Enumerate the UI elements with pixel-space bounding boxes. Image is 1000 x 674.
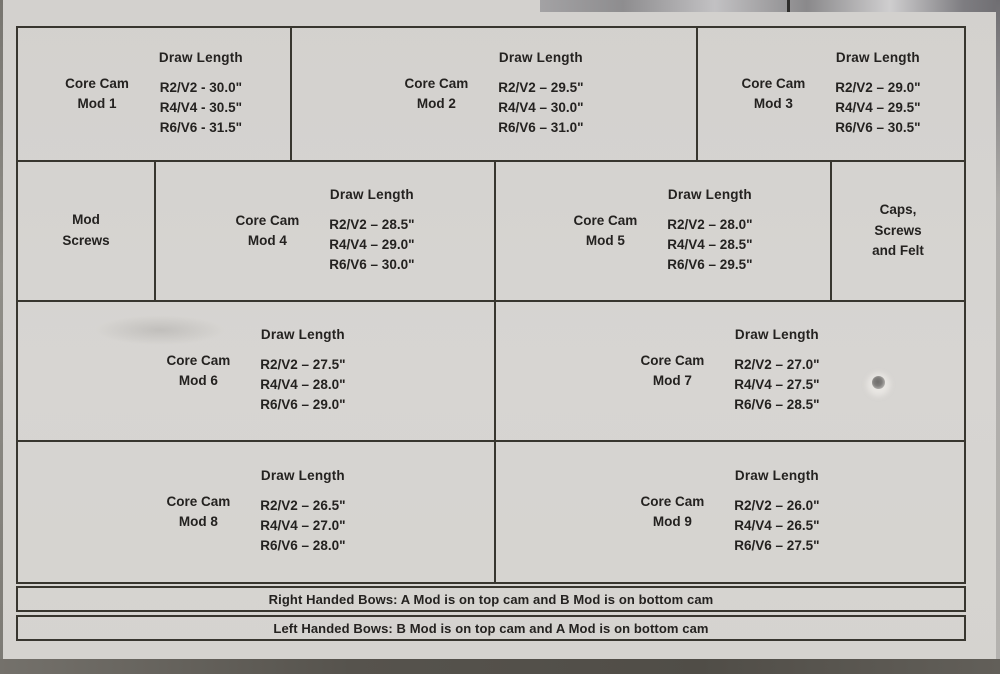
mod-4-title-line2: Mod 4	[247, 233, 287, 248]
draw-length-value: R2/V2 - 30.0"	[159, 79, 242, 95]
mod-5-title-line1: Core Cam	[573, 212, 638, 228]
mod-7-title	[641, 351, 705, 392]
caps-screws-felt-label	[872, 200, 924, 263]
hole-punch-mark	[872, 376, 885, 389]
draw-length-value: R4/V4 – 27.5"	[734, 376, 820, 392]
mod-8-title-line1: Core Cam	[166, 493, 231, 509]
mod-5-title	[574, 211, 638, 252]
cell-core-cam-mod-4	[156, 162, 496, 300]
mod-7-title-line1: Core Cam	[640, 352, 705, 368]
mod-2-title	[405, 74, 469, 115]
cell-core-cam-mod-2	[292, 28, 698, 160]
draw-length-value: R4/V4 – 29.5"	[835, 99, 921, 115]
cell-core-cam-mod-7	[496, 302, 964, 440]
draw-length-value: R6/V6 – 27.5"	[734, 538, 820, 554]
draw-length-value: R4/V4 – 29.0"	[329, 236, 415, 252]
draw-length-header: Draw Length	[734, 326, 819, 342]
mod-6-title	[167, 351, 231, 392]
draw-length-values	[498, 78, 583, 139]
draw-length-header: Draw Length	[158, 49, 243, 65]
caps-line3: and Felt	[872, 243, 924, 259]
draw-length-value: R6/V6 – 29.5"	[667, 257, 753, 273]
mod-1-title	[65, 74, 129, 115]
draw-length-value: R6/V6 – 28.5"	[734, 397, 820, 413]
caps-line1: Caps,	[879, 201, 917, 217]
draw-length-value: R4/V4 – 26.5"	[734, 517, 820, 533]
draw-length-values	[260, 355, 345, 416]
mod-4-title-line1: Core Cam	[235, 212, 300, 228]
draw-length-values	[734, 496, 819, 557]
table-row-1	[18, 28, 964, 162]
draw-length-value: R6/V6 - 31.5"	[159, 120, 242, 136]
draw-length-value: R6/V6 – 30.0"	[329, 257, 415, 273]
mod-5-draw-lengths	[667, 187, 752, 276]
draw-length-value: R4/V4 - 30.5"	[159, 99, 242, 115]
draw-length-value: R2/V2 – 28.5"	[329, 216, 415, 232]
mod-screws-label	[62, 210, 109, 252]
mod-9-title-line2: Mod 9	[652, 514, 692, 529]
mod-5-title-line2: Mod 5	[585, 233, 625, 248]
mod-8-draw-lengths	[260, 468, 345, 557]
draw-length-values	[835, 78, 920, 139]
draw-length-value: R2/V2 – 29.5"	[498, 79, 584, 95]
draw-length-header: Draw Length	[835, 49, 920, 65]
mod-6-title-line2: Mod 6	[178, 373, 218, 388]
caps-line2: Screws	[874, 222, 922, 238]
mod-9-title-line1: Core Cam	[640, 493, 705, 509]
mod-8-title-line2: Mod 8	[178, 514, 218, 529]
draw-length-values	[667, 215, 752, 276]
left-handed-note-text: Left Handed Bows: B Mod is on top cam and A Mod is on bottom cam	[273, 620, 709, 636]
mod-6-title-line1: Core Cam	[166, 352, 231, 368]
mod-screws-line2: Screws	[62, 233, 110, 248]
draw-length-header: Draw Length	[260, 326, 345, 342]
mod-2-draw-lengths	[498, 50, 583, 139]
draw-length-header: Draw Length	[260, 467, 345, 483]
footer-right-handed-note	[16, 586, 966, 612]
draw-length-value: R4/V4 – 28.0"	[260, 376, 346, 392]
draw-length-value: R6/V6 – 29.0"	[260, 397, 346, 413]
mod-3-title-line1: Core Cam	[741, 75, 806, 91]
mod-4-title	[236, 211, 300, 252]
draw-length-value: R2/V2 – 29.0"	[835, 79, 921, 95]
draw-length-value: R2/V2 – 26.0"	[734, 497, 820, 513]
draw-length-value: R2/V2 – 26.5"	[260, 497, 346, 513]
draw-length-value: R2/V2 – 27.5"	[260, 356, 346, 372]
mod-1-title-line1: Core Cam	[65, 75, 129, 91]
right-handed-note-text: Right Handed Bows: A Mod is on top cam and B Mod is on bottom cam	[268, 591, 714, 607]
cell-mod-screws	[18, 162, 156, 300]
draw-length-values	[160, 78, 242, 139]
photo-right-edge	[996, 0, 1000, 674]
draw-length-value: R2/V2 – 27.0"	[734, 356, 820, 372]
draw-length-value: R4/V4 – 27.0"	[260, 517, 346, 533]
background-edge-line	[787, 0, 790, 12]
cam-mod-spec-table	[16, 26, 966, 584]
cell-caps-screws-felt	[832, 162, 964, 300]
table-row-2	[18, 162, 964, 302]
cell-core-cam-mod-6	[18, 302, 496, 440]
draw-length-value: R6/V6 – 30.5"	[835, 120, 921, 136]
draw-length-header: Draw Length	[734, 467, 819, 483]
mod-3-title	[742, 74, 806, 115]
cell-core-cam-mod-8	[18, 442, 496, 582]
draw-length-values	[329, 215, 414, 276]
photo-bottom-edge	[0, 659, 1000, 674]
draw-length-value: R2/V2 – 28.0"	[667, 216, 753, 232]
mod-8-title	[167, 492, 231, 533]
draw-length-header: Draw Length	[498, 49, 583, 65]
mod-1-title-line2: Mod 1	[77, 96, 117, 111]
cell-core-cam-mod-1	[18, 28, 292, 160]
table-row-3	[18, 302, 964, 442]
draw-length-values	[260, 496, 345, 557]
draw-length-value: R4/V4 – 30.0"	[498, 99, 584, 115]
mod-2-title-line2: Mod 2	[416, 96, 456, 111]
mod-7-title-line2: Mod 7	[652, 373, 692, 388]
photo-left-edge	[0, 0, 3, 674]
mod-3-draw-lengths	[835, 50, 920, 139]
mod-3-title-line2: Mod 3	[753, 96, 793, 111]
draw-length-value: R4/V4 – 28.5"	[667, 236, 753, 252]
draw-length-value: R6/V6 – 28.0"	[260, 538, 346, 554]
photo-background-strip	[540, 0, 1000, 12]
mod-4-draw-lengths	[329, 187, 414, 276]
cell-core-cam-mod-3	[698, 28, 964, 160]
draw-length-value: R6/V6 – 31.0"	[498, 120, 584, 136]
mod-6-draw-lengths	[260, 327, 345, 416]
draw-length-values	[734, 355, 819, 416]
draw-length-header: Draw Length	[329, 186, 414, 202]
table-row-4	[18, 442, 964, 582]
cell-core-cam-mod-9	[496, 442, 964, 582]
mod-screws-line1: Mod	[72, 212, 100, 228]
mod-2-title-line1: Core Cam	[404, 75, 469, 91]
draw-length-header: Draw Length	[667, 186, 752, 202]
footer-left-handed-note	[16, 615, 966, 641]
mod-9-title	[641, 492, 705, 533]
mod-9-draw-lengths	[734, 468, 819, 557]
mod-7-draw-lengths	[734, 327, 819, 416]
cell-core-cam-mod-5	[496, 162, 832, 300]
mod-1-draw-lengths	[159, 50, 243, 139]
